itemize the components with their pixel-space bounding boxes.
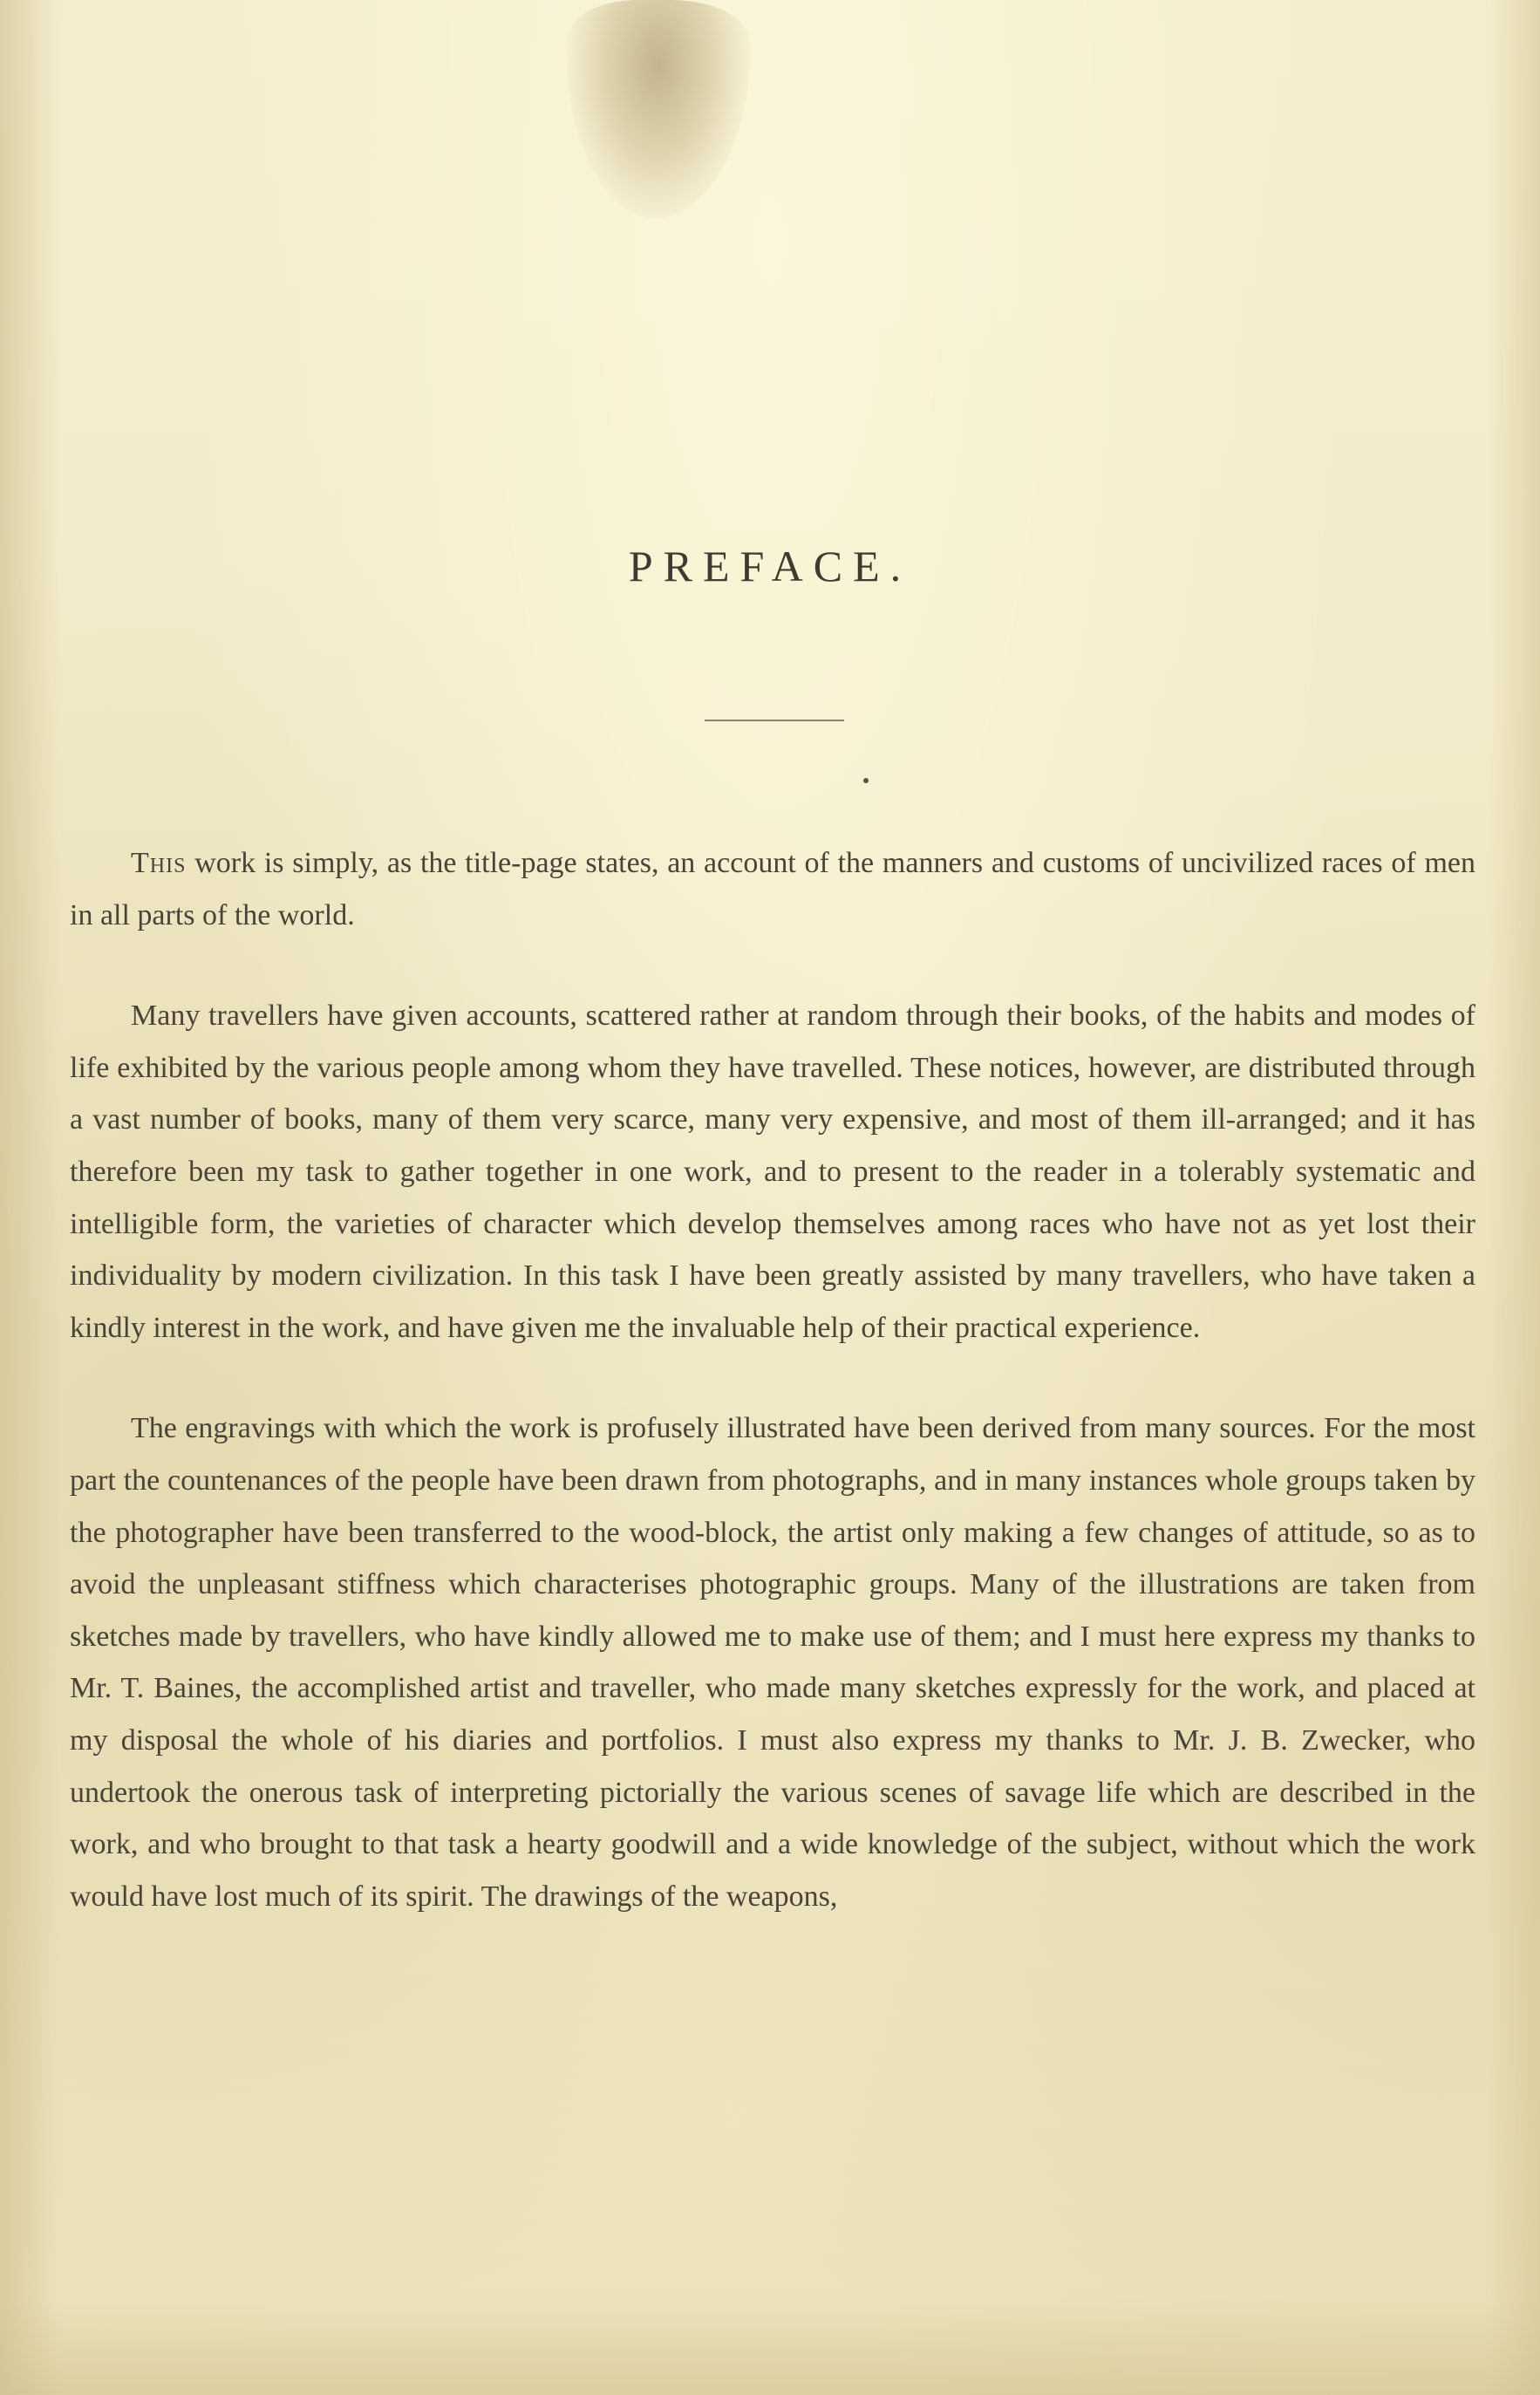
paragraph-text: The engravings with which the work is profusely illustrated have been derived from many sources. For the most part the countenances of the people have been drawn from photographs, and in many instances whole groups taken by the photographer have been transferred to the wood-block, the artist only making a few changes of attitude, so as to avoid the unpleasant stiffness which characterises photographic groups. Many of the illustrations are taken from sketches made by travellers, who have kindly allowed me to make use of them; and I must here express my thanks to Mr. T. Baines, the accomplished artist and traveller, who made many sketches expressly for the work, and placed at my disposal the whole of his diaries and portfolios. I must also express my thanks to Mr. J. B. Zwecker, who undertook the onerous task of interpreting pictorially the various scenes of savage life which are described in the work, and who brought to that task a hearty goodwill and a wide knowledge of the subject, without which the work would have lost much of its spirit. The drawings of the weapons, [70,1412,1475,1913]
paragraph-lead-word: This [131,847,187,879]
paragraph-2 [70,990,1475,1354]
heading-rule [705,720,844,721]
paragraph-text: Many travellers have given accounts, scattered rather at random through their books, of the habits and modes of life exhibited by the various people among whom they have travelled. These notices, however, are distributed through a vast number of books, many of them very scarce, many very expensive, and most of them ill-arranged; and it has therefore been my task to gather together in one work, and to present to the reader in a tolerably systematic and intelligible form, the varieties of character which develop themselves among races who have not as yet lost their individuality by modern civilization. In this task I have been greatly assisted by many travellers, who have taken a kindly interest in the work, and have given me the invaluable help of their practical experience. [70,1000,1475,1344]
paragraph-text: work is simply, as the title-page states, an account of the manners and customs of uncivilized races of men in all parts of the world. [70,847,1475,931]
page-heading: PREFACE. [628,542,912,590]
ornament-dot [863,778,869,783]
paragraph-1 [70,837,1475,941]
preface-body [70,837,1475,1922]
paragraph-3 [70,1402,1475,1922]
